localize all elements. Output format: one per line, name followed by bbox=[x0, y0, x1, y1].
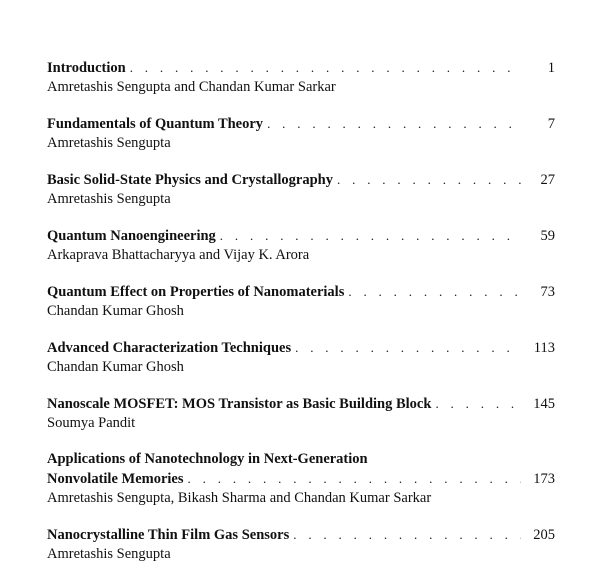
toc-entry bbox=[47, 394, 555, 432]
dot-leader bbox=[435, 394, 521, 413]
page-number: 205 bbox=[533, 527, 555, 543]
chapter-authors: Arkaprava Bhattacharyya and Vijay K. Arora bbox=[47, 247, 310, 263]
toc-title-row[interactable] bbox=[47, 282, 555, 302]
toc-title-row[interactable] bbox=[47, 170, 555, 190]
table-of-contents bbox=[47, 58, 555, 581]
chapter-title[interactable]: Nonvolatile Memories bbox=[47, 471, 184, 487]
chapter-title[interactable]: Introduction bbox=[47, 60, 126, 76]
toc-entry bbox=[47, 450, 555, 507]
chapter-authors: Amretashis Sengupta bbox=[47, 135, 171, 151]
dot-leader bbox=[295, 338, 521, 357]
toc-entry bbox=[47, 338, 555, 376]
toc-title-row[interactable] bbox=[47, 58, 555, 78]
dot-leader bbox=[337, 170, 521, 189]
chapter-title[interactable]: Advanced Characterization Techniques bbox=[47, 340, 292, 356]
page-number: 113 bbox=[533, 340, 555, 356]
toc-title-row[interactable] bbox=[47, 114, 555, 134]
dot-leader bbox=[188, 469, 521, 488]
chapter-authors: Amretashis Sengupta and Chandan Kumar Sarkar bbox=[47, 79, 336, 95]
chapter-title[interactable]: Quantum Nanoengineering bbox=[47, 228, 216, 244]
page-number: 27 bbox=[540, 172, 555, 188]
chapter-authors: Amretashis Sengupta bbox=[47, 546, 171, 562]
toc-title-row[interactable] bbox=[47, 338, 555, 358]
toc-title-row[interactable] bbox=[47, 469, 555, 489]
toc-title-row[interactable] bbox=[47, 394, 555, 414]
chapter-authors: Amretashis Sengupta bbox=[47, 191, 171, 207]
chapter-title[interactable]: Fundamentals of Quantum Theory bbox=[47, 116, 264, 132]
page-number: 73 bbox=[540, 284, 555, 300]
toc-entry bbox=[47, 114, 555, 152]
toc-entry bbox=[47, 170, 555, 208]
toc-entry bbox=[47, 226, 555, 264]
page-number: 145 bbox=[533, 396, 555, 412]
dot-leader bbox=[267, 114, 521, 133]
dot-leader bbox=[293, 525, 521, 544]
page-number: 1 bbox=[547, 60, 555, 76]
dot-leader bbox=[130, 58, 521, 77]
toc-entry bbox=[47, 58, 555, 96]
page-number: 7 bbox=[547, 116, 555, 132]
chapter-authors: Soumya Pandit bbox=[47, 415, 136, 431]
toc-entry bbox=[47, 282, 555, 320]
chapter-authors: Chandan Kumar Ghosh bbox=[47, 359, 184, 375]
dot-leader bbox=[220, 226, 521, 245]
toc-title-row[interactable] bbox=[47, 226, 555, 246]
chapter-title[interactable]: Nanocrystalline Thin Film Gas Sensors bbox=[47, 527, 290, 543]
chapter-title[interactable]: Basic Solid-State Physics and Crystallography bbox=[47, 172, 333, 188]
chapter-title[interactable]: Quantum Effect on Properties of Nanomaterials bbox=[47, 284, 345, 300]
page-number: 59 bbox=[540, 228, 555, 244]
page-number: 173 bbox=[533, 471, 555, 487]
chapter-title[interactable]: Nanoscale MOSFET: MOS Transistor as Basic Building Block bbox=[47, 396, 432, 412]
chapter-title-line-1[interactable]: Applications of Nanotechnology in Next-Generation bbox=[47, 451, 368, 467]
toc-title-row[interactable] bbox=[47, 525, 555, 545]
chapter-authors: Chandan Kumar Ghosh bbox=[47, 303, 184, 319]
toc-entry bbox=[47, 525, 555, 563]
dot-leader bbox=[348, 282, 521, 301]
chapter-authors: Amretashis Sengupta, Bikash Sharma and Chandan Kumar Sarkar bbox=[47, 490, 432, 506]
